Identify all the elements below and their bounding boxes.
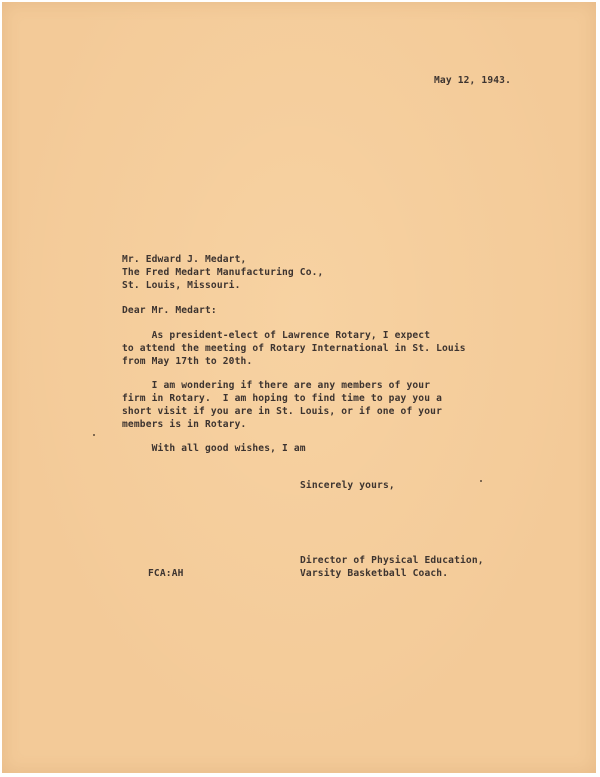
- paragraph-line: firm in Rotary. I am hoping to find time to pay you a: [122, 393, 442, 404]
- typist-initials: FCA:AH: [148, 568, 184, 579]
- paragraph-line: short visit if you are in St. Louis, or if one of your: [122, 406, 442, 417]
- paragraph-line: I am wondering if there are any members of your: [122, 380, 431, 391]
- paragraph-line: to attend the meeting of Rotary International in St. Louis: [122, 343, 466, 354]
- address-line: St. Louis, Missouri.: [122, 280, 241, 291]
- paragraph-line: As president-elect of Lawrence Rotary, I expect: [122, 330, 431, 341]
- signature-title-line: Varsity Basketball Coach.: [300, 568, 449, 579]
- closing-line: With all good wishes, I am: [122, 443, 306, 454]
- salutation: Dear Mr. Medart:: [122, 305, 217, 316]
- complimentary-close: Sincerely yours,: [300, 480, 395, 491]
- address-line: The Fred Medart Manufacturing Co.,: [122, 267, 324, 278]
- paragraph-line: members is in Rotary.: [122, 419, 247, 430]
- letter-date: May 12, 1943.: [434, 75, 512, 86]
- paragraph-line: from May 17th to 20th.: [122, 356, 253, 367]
- paper-speck: [480, 480, 482, 482]
- paper-speck: [93, 434, 95, 436]
- signature-title-line: Director of Physical Education,: [300, 555, 484, 566]
- letter-page: [2, 2, 596, 773]
- address-line: Mr. Edward J. Medart,: [122, 254, 247, 265]
